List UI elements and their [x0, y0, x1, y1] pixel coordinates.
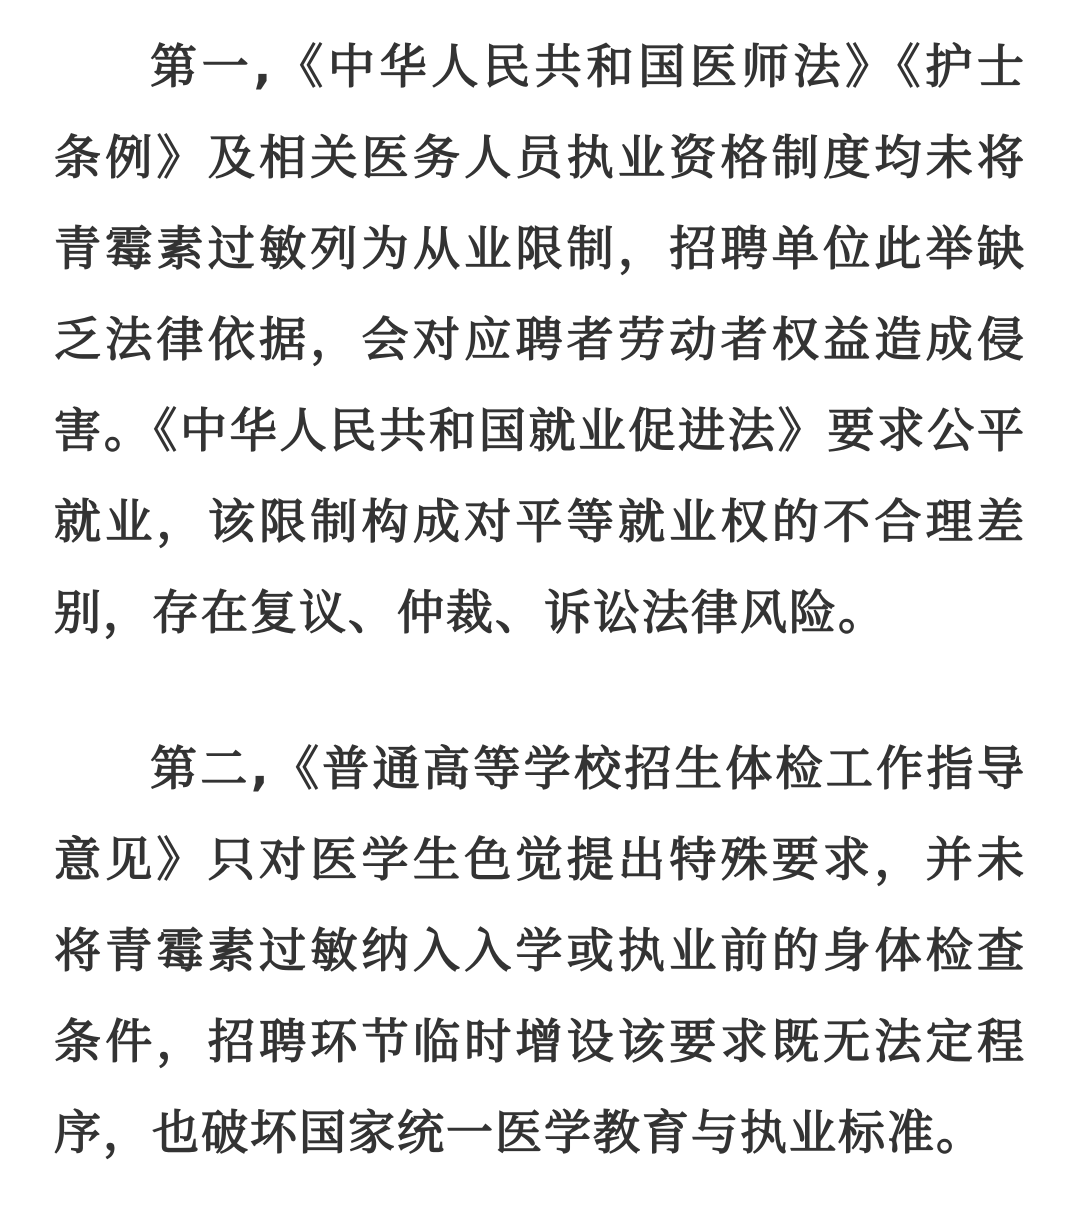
paragraph-second-point: 第二,《普通高等学校招生体检工作指导意见》只对医学生色觉提出特殊要求，并未将青霉素过敏纳入入学或执业前的身体检查条件，招聘环节临时增设该要求既无法定程序，也破坏国家统一医学教育与执业标准。 — [54, 742, 1026, 1161]
paragraph-first-point: 第一,《中华人民共和国医师法》《护士条例》及相关医务人员执业资格制度均未将青霉素过敏列为从业限制，招聘单位此举缺乏法律依据，会对应聘者劳动者权益造成侵害。《中华人民共和国就业促进法》要求公平就业，该限制构成对平等就业权的不合理差别，存在复议、仲裁、诉讼法律风险。 — [54, 40, 1026, 641]
